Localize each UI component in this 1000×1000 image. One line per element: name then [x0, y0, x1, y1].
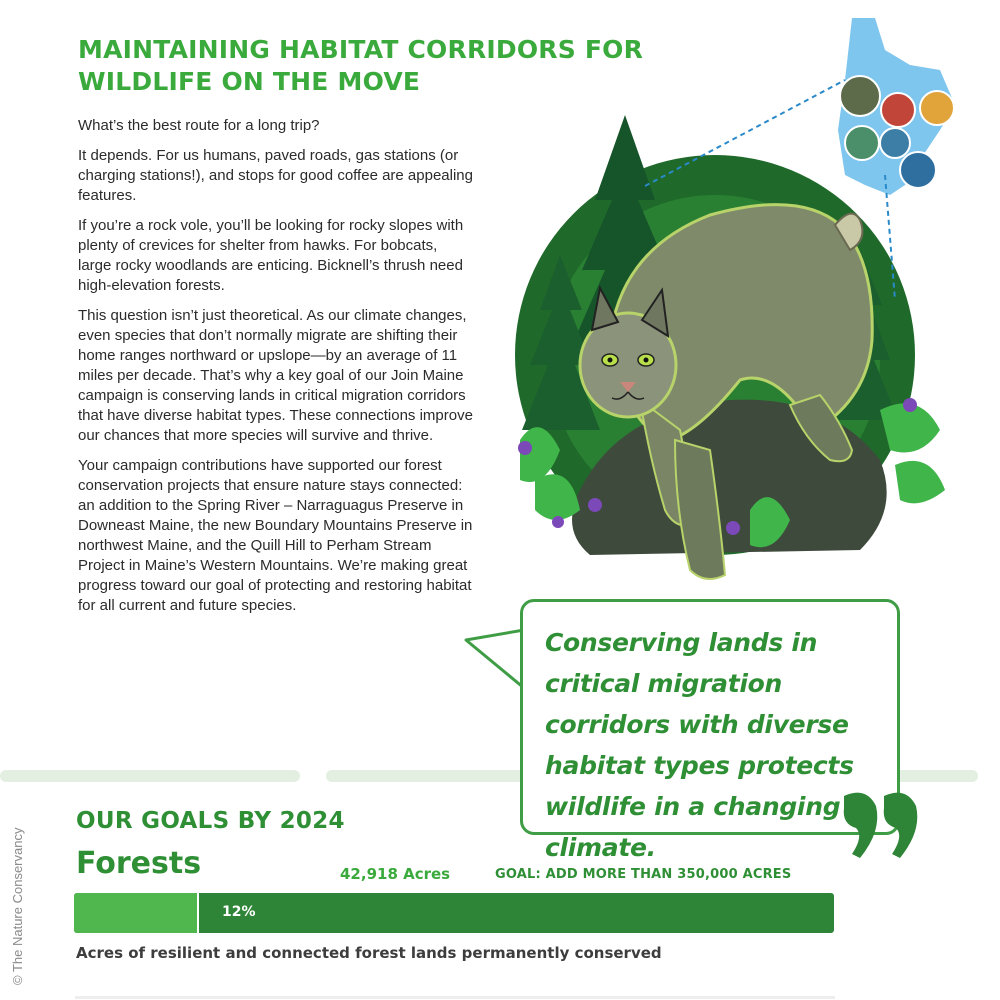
photo-inset	[900, 152, 936, 188]
photo-inset	[840, 76, 880, 116]
progress-caption: Acres of resilient and connected forest lands permanently conserved	[76, 944, 662, 962]
quote-marks-icon	[838, 786, 928, 866]
section-divider	[0, 770, 300, 782]
photo-inset	[845, 126, 879, 160]
pull-quote-text: Conserving lands in critical migration corridors with diverse habitat types protects wildlife in a changing climate.	[545, 628, 854, 862]
paragraph: If you’re a rock vole, you’ll be looking for rocky slopes with plenty of crevices for shelter from hawks. For bobcats, large rocky woodlands are enticing. Bicknell’s thrush need high-elevation forests.	[78, 217, 464, 294]
article-body	[78, 116, 473, 626]
progress-bar-fill	[74, 893, 199, 933]
progress-bar	[74, 893, 834, 933]
photo-inset	[880, 128, 910, 158]
title-line-1: MAINTAINING HABITAT CORRIDORS FOR	[78, 35, 644, 64]
acres-conserved: 42,918 Acres	[340, 865, 451, 883]
goal-category: Forests	[76, 846, 202, 881]
photo-inset	[881, 93, 915, 127]
quote-bubble-tail	[462, 626, 526, 692]
bobcat-illustration	[500, 10, 980, 595]
goals-heading: OUR GOALS BY 2024	[76, 808, 345, 834]
progress-percent: 12%	[222, 904, 256, 920]
photo-inset	[920, 91, 954, 125]
paragraph: It depends. For us humans, paved roads, gas stations (or charging stations!), and stops for good coffee are appealing features.	[78, 147, 473, 204]
title-line-2: WILDLIFE ON THE MOVE	[78, 67, 421, 96]
bottom-rule	[75, 996, 835, 999]
paragraph: Your campaign contributions have supported our forest conservation projects that ensure nature stays connected: an addition to the Spring River – Narraguagus Preserve in Downeast Maine, the new Boundary Mountains Preserve in northwest Maine, and the Quill Hill to Perham Stream Project in Maine’s Western Mountains. We’re making great progress toward our goal of protecting and restoring habitat for all current and future species.	[78, 457, 473, 614]
copyright-credit: © The Nature Conservancy	[10, 827, 25, 985]
paragraph: This question isn’t just theoretical. As our climate changes, even species that don’t normally migrate are shifting their home ranges northward or upslope—by an average of 11 miles per decade. That’s why a key goal of our Join Maine campaign is conserving lands in critical migration corridors that have diverse habitat types. These connections improve our chances that more species will survive and thrive.	[78, 307, 473, 444]
paragraph: What’s the best route for a long trip?	[78, 117, 320, 134]
goal-target: GOAL: ADD MORE THAN 350,000 ACRES	[495, 867, 792, 882]
